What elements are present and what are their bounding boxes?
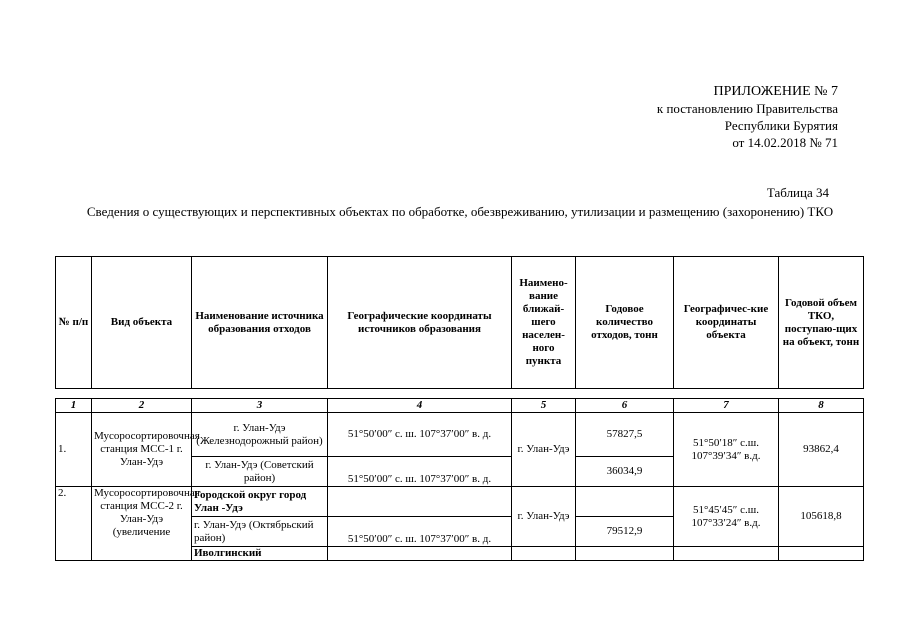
annex-block — [657, 83, 838, 151]
annex-heading: ПРИЛОЖЕНИЕ № 7 — [713, 84, 838, 99]
source-name: г. Улан-Удэ (Октябрьский район) — [192, 517, 328, 547]
object-coords: 51°50′18″ с.ш. 107°39′34″ в.д. — [674, 413, 779, 487]
header-object-type: Вид объекта — [92, 257, 192, 389]
col-number: 2 — [92, 399, 192, 413]
col-number: 8 — [779, 399, 864, 413]
source-name: г. Улан-Удэ (Железнодорожный район) — [192, 413, 328, 457]
annual-volume: 93862,4 — [779, 413, 864, 487]
table-row — [56, 413, 864, 457]
annual-qty — [576, 547, 674, 561]
annual-qty: 79512,9 — [576, 517, 674, 547]
settlement — [512, 547, 576, 561]
object-type: Мусоросортировочная станция МСС-1 г. Улан-Удэ — [92, 413, 192, 487]
col-number: 4 — [328, 399, 512, 413]
table-body — [55, 398, 864, 561]
object-coords: 51°45′45″ с.ш. 107°33′24″ в.д. — [674, 487, 779, 547]
annual-volume — [779, 547, 864, 561]
source-name: Иволгинский — [192, 547, 328, 561]
table-title: Сведения о существующих и перспективных объектах по обработке, обезвреживанию, утилизации и размещению (захоронению) ТКО — [86, 204, 834, 219]
settlement: г. Улан-Удэ — [512, 413, 576, 487]
object-coords — [674, 547, 779, 561]
annex-line-2: Республики Бурятия — [724, 118, 838, 133]
annual-qty: 36034,9 — [576, 457, 674, 487]
settlement: г. Улан-Удэ — [512, 487, 576, 547]
row-number: 1. — [56, 413, 92, 487]
header-settlement: Наимено-вание ближай-шего населен-ного пункта — [512, 257, 576, 389]
source-coords — [328, 547, 512, 561]
source-name: г. Улан-Удэ (Советский район) — [192, 457, 328, 487]
table-header — [55, 256, 864, 389]
annex-line-1: к постановлению Правительства — [656, 101, 838, 116]
header-annual-volume: Годовой объем ТКО, поступаю-щих на объект, тонн — [779, 257, 864, 389]
source-coords: 51°50′00″ с. ш. 107°37′00″ в. д. — [328, 517, 512, 547]
annual-volume: 105618,8 — [779, 487, 864, 547]
object-type: Мусоросортировочная станция МСС-2 г. Улан-Удэ (увеличение — [92, 487, 192, 561]
header-num: № п/п — [56, 257, 92, 389]
source-coords: 51°50′00″ с. ш. 107°37′00″ в. д. — [328, 413, 512, 457]
col-number: 7 — [674, 399, 779, 413]
header-object-coords: Географичес-кие координаты объекта — [674, 257, 779, 389]
table-row — [56, 487, 864, 517]
header-source-coords: Географические координаты источников образования — [328, 257, 512, 389]
row-number: 2. — [56, 487, 92, 561]
col-number: 5 — [512, 399, 576, 413]
annual-qty: 57827,5 — [576, 413, 674, 457]
source-coords: 51°50′00″ с. ш. 107°37′00″ в. д. — [328, 457, 512, 487]
header-annual-qty: Годовое количество отходов, тонн — [576, 257, 674, 389]
header-row — [56, 257, 864, 389]
table-number: Таблица 34 — [766, 185, 829, 200]
header-source: Наименование источника образования отходов — [192, 257, 328, 389]
col-number: 6 — [576, 399, 674, 413]
col-number: 3 — [192, 399, 328, 413]
source-name: Городской округ город Улан -Удэ — [192, 487, 328, 517]
annex-line-3: от 14.02.2018 № 71 — [732, 135, 838, 150]
source-coords — [328, 487, 512, 517]
column-number-row — [56, 399, 864, 413]
col-number: 1 — [56, 399, 92, 413]
annual-qty — [576, 487, 674, 517]
